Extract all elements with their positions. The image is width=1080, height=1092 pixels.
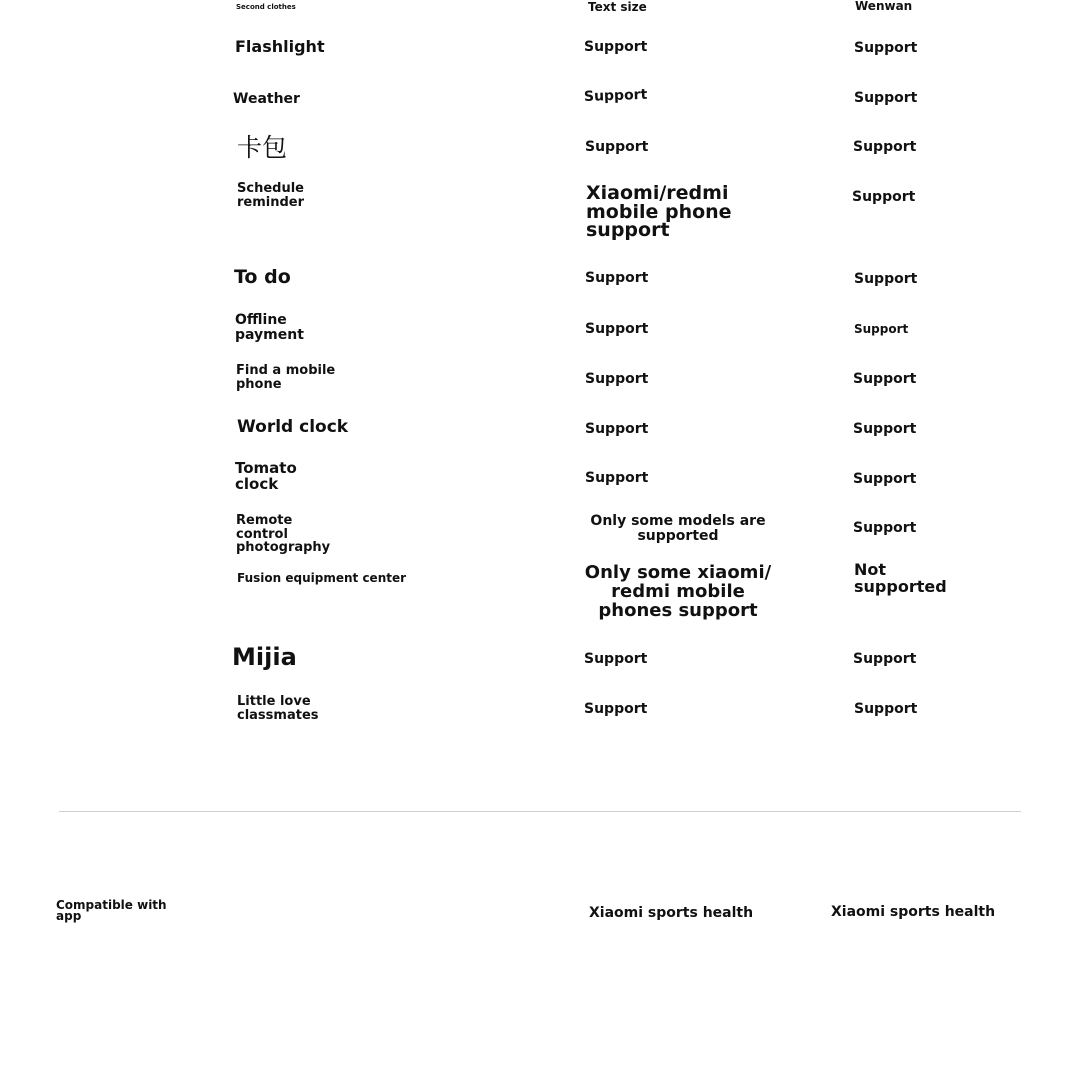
feature-label: Little love classmates — [237, 694, 319, 723]
column-2-value: Support — [853, 471, 917, 487]
column-1-value: Support — [585, 421, 649, 437]
column-2-value: Not supported — [854, 560, 947, 596]
column-1-value: Support — [585, 470, 649, 486]
feature-label: Tomato clock — [235, 459, 297, 493]
column-1-value: Support — [585, 270, 649, 286]
header-column-1-label: Text size — [588, 0, 647, 14]
column-1-value: Only some models are supported — [590, 513, 766, 544]
feature-label: Mijia — [232, 643, 297, 671]
feature-label: World clock — [237, 417, 349, 437]
column-2-value: Support — [854, 322, 909, 336]
compatible-app-label: Compatible with app — [56, 898, 167, 924]
column-2-value: Support — [853, 139, 917, 155]
column-2-value: Support — [852, 189, 916, 205]
column-2-value: Support — [853, 651, 917, 667]
column-2-value: Support — [854, 40, 918, 56]
compatible-app-column-1: Xiaomi sports health — [589, 905, 754, 921]
feature-label: Remote control photography — [236, 513, 331, 556]
section-divider — [59, 811, 1021, 812]
column-2-value: Support — [854, 90, 918, 106]
column-1-value: Support — [583, 86, 648, 105]
feature-label: Flashlight — [235, 37, 325, 56]
feature-label: Schedule reminder — [237, 181, 305, 210]
compatible-app-column-2: Xiaomi sports health — [831, 904, 996, 920]
feature-label: To do — [234, 266, 291, 288]
feature-label: 卡包 — [237, 133, 288, 162]
feature-label: Find a mobile phone — [236, 363, 336, 392]
column-2-value: Support — [853, 371, 917, 387]
column-2-value: Support — [854, 271, 918, 287]
column-1-value: Support — [585, 321, 649, 337]
column-1-value: Support — [585, 139, 649, 155]
column-1-value: Xiaomi/redmi mobile phone support — [586, 182, 732, 242]
column-1-value: Support — [584, 39, 648, 55]
column-1-value: Only some xiaomi/ redmi mobile phones support — [584, 562, 772, 621]
feature-label: Offline payment — [235, 312, 304, 343]
column-1-value: Support — [584, 651, 648, 667]
feature-label: Weather — [233, 91, 300, 107]
column-1-value: Support — [584, 701, 648, 717]
header-feature-label: Second clothes — [236, 3, 296, 11]
column-2-value: Support — [854, 701, 918, 717]
feature-label: Fusion equipment center — [237, 571, 407, 585]
column-2-value: Support — [853, 421, 917, 437]
header-column-2-label: Wenwan — [855, 0, 913, 13]
column-2-value: Support — [853, 520, 917, 536]
column-1-value: Support — [585, 371, 649, 387]
